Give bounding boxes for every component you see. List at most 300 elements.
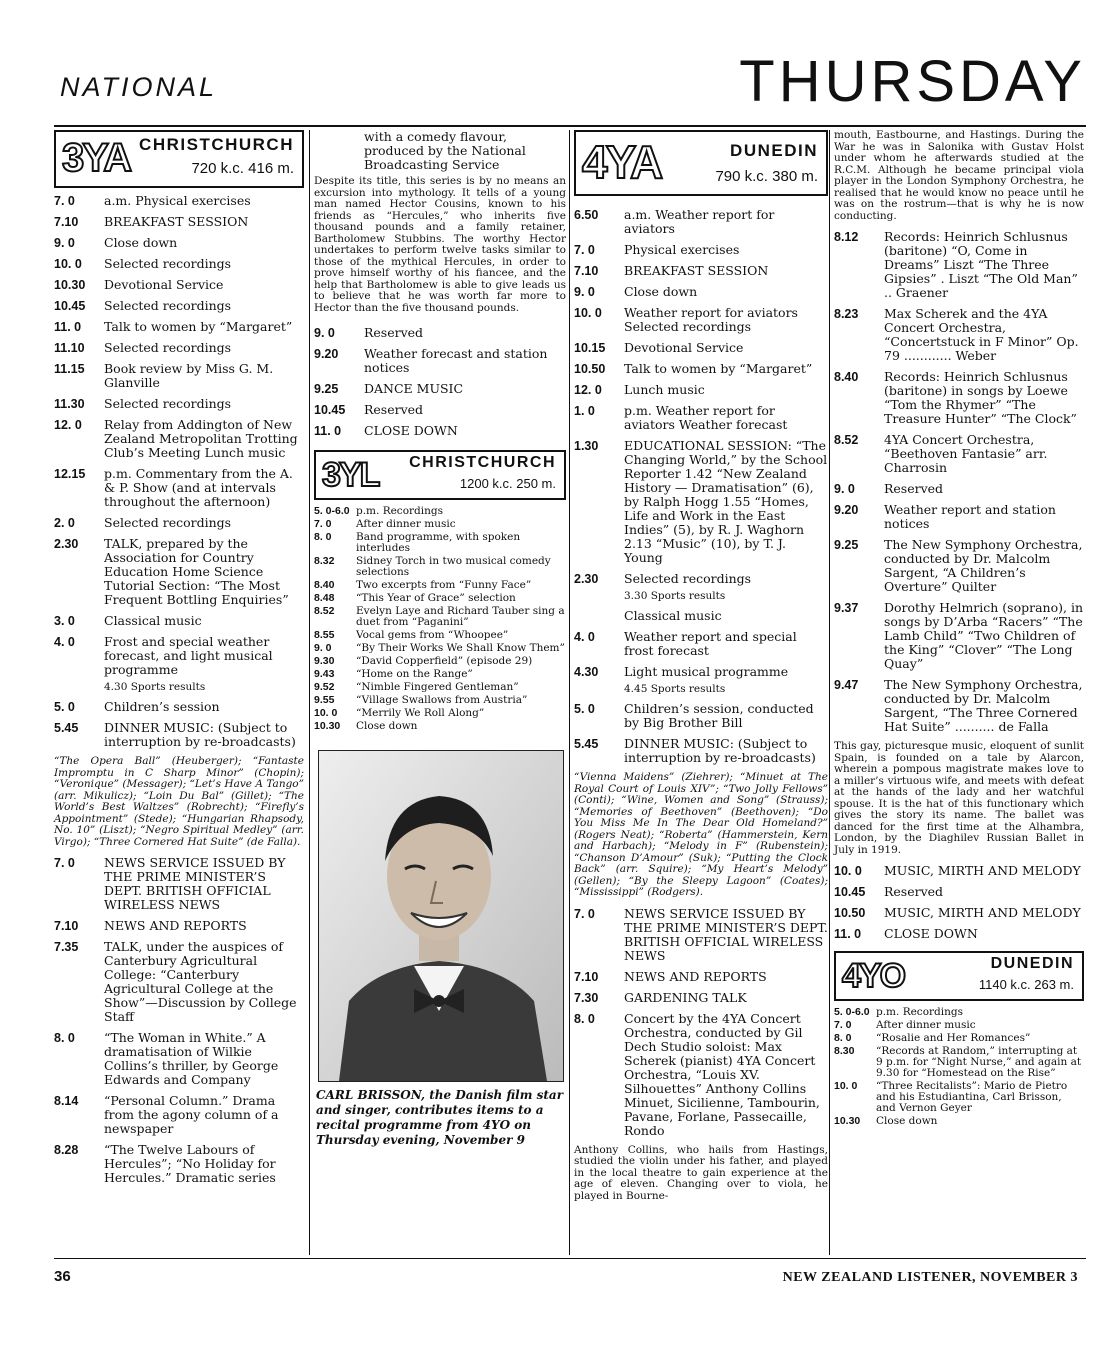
station-frequency: 1200 k.c. 250 m. <box>459 476 556 491</box>
programme-title: Band programme, with spoken interludes <box>356 531 521 554</box>
programme-item <box>314 593 566 604</box>
programme-item <box>834 601 1084 671</box>
programme-time: 9.30 <box>314 655 335 667</box>
column-divider <box>829 130 830 1255</box>
programme-title: “Records at Random,” interrupting at 9 p.m. for “Night Nurse,” and again at 9.30 for “Homestead on the Rise” <box>876 1045 1082 1079</box>
programme-item <box>574 991 828 1005</box>
bottom-rule <box>54 1258 1086 1259</box>
programme-item <box>314 656 566 667</box>
programme-title: Frost and special weather forecast, and light musical programme <box>104 634 273 677</box>
programme-time: 9.47 <box>834 678 859 692</box>
programme-item <box>54 236 304 250</box>
programme-time: 5. 0-6.0 <box>314 505 350 517</box>
programme-time: 9.43 <box>314 668 335 680</box>
programme-time: 8.52 <box>314 605 335 617</box>
programme-time: 8. 0 <box>54 1031 75 1045</box>
programme-item <box>314 708 566 719</box>
programme-item <box>54 362 304 390</box>
programme-title: MUSIC, MIRTH AND MELODY <box>884 863 1081 878</box>
programme-title: TALK, under the auspices of Canterbury Agricultural College: “Canterbury Agricultural College at the Show”—Discussion by College Staff <box>104 939 297 1024</box>
programme-title: NEWS SERVICE ISSUED BY THE PRIME MINISTER’S DEPT. BRITISH OFFICIAL WIRELESS NEWS <box>104 855 286 912</box>
programme-time: 4. 0 <box>54 635 75 649</box>
programme-item <box>314 532 566 554</box>
programme-title: Selected recordings <box>624 571 752 586</box>
programme-title: GARDENING TALK <box>624 989 747 1005</box>
classical-music: Classical music <box>624 608 722 623</box>
station-frequency: 790 k.c. 380 m. <box>715 168 818 185</box>
programme-item <box>314 403 566 417</box>
programme-title: BREAKFAST SESSION <box>624 263 769 278</box>
station-city: CHRISTCHURCH <box>409 454 556 471</box>
carl-brisson-photo <box>318 750 564 1082</box>
programme-time: 10.50 <box>574 362 606 376</box>
programme-item <box>574 306 828 334</box>
programme-title: “Nimble Fingered Gentleman” <box>356 681 519 693</box>
programme-title: Talk to women by “Margaret” <box>104 319 293 334</box>
station-box-4yo <box>834 951 1084 1001</box>
programme-title: The New Symphony Orchestra, conducted by Dr. Malcolm Sargent, “A Children’s Overture” Quilter <box>884 537 1083 594</box>
programme-item <box>834 678 1084 734</box>
programme-item <box>574 208 828 236</box>
programme-item <box>834 230 1084 300</box>
programme-item <box>574 243 828 257</box>
programme-time: 8. 0 <box>834 1032 852 1044</box>
programme-time: 8. 0 <box>574 1011 595 1026</box>
sports-results: 4.30 Sports results <box>104 681 206 693</box>
programme-item <box>54 940 304 1024</box>
programme-time: 8.40 <box>834 370 859 384</box>
column-3ya-cont <box>314 130 566 1148</box>
programme-time: 9.37 <box>834 601 859 615</box>
programme-title: TALK, prepared by the Association for Country Education Home Science Tutorial Section: “The Most Frequent Bottling Enquiries” <box>104 536 289 607</box>
programme-title: Selected recordings <box>104 515 232 530</box>
programme-title: The New Symphony Orchestra, conducted by Dr. Malcolm Sargent, “The Three Cornered Hat Suite” .......... de Falla <box>884 677 1083 734</box>
programme-item <box>314 519 566 530</box>
programme-item <box>834 1007 1084 1018</box>
programme-item <box>574 572 828 586</box>
programme-item <box>54 721 304 749</box>
programme-title: Selected recordings <box>104 298 232 313</box>
programme-item <box>54 1031 304 1087</box>
dinner-music-note: “Vienna Maidens” (Ziehrer); “Minuet at The Royal Court of Louis XIV”; “Two Jolly Fellows” (Conti); “Wine, Women and Song” (Strauss); “Memories of Beethoven” (Beethoven); “Do You Miss Me In The Dear Old Homeland?” (Rogers Neat); “Roberta” (Hammerstein, Kern and Harbach); “Melody in F” (Rubenstein); “Chanson D’Amour” (Suk); “Putting the Clock Back” (arr. Squire); “My Heart’s Melody” (Gellen); “By the Sleepy Lagoon” (Coates); “Mississippi” (Rodgers). <box>574 771 828 898</box>
programme-title: Talk to women by “Margaret” <box>624 361 813 376</box>
programme-title: Weather report for aviators Selected recordings <box>624 305 798 334</box>
programme-title: Vocal gems from “Whoopee” <box>356 629 509 641</box>
falla-note: This gay, picturesque music, eloquent of sunlit Spain, is founded on a tale by Alarcon, wherein a pompous magistrate makes love to a miller’s virtuous wife, and meets with defeat at the hands of the lady and her watchful spouse. It is the hat of this functionary which gives the story its name. The ballet was danced for the first time at the Alhambra, London, by the Diaghilev Russian Ballet in July in 1919. <box>834 740 1084 856</box>
programme-item <box>314 606 566 628</box>
programme-item <box>834 927 1084 941</box>
programme-title: DINNER MUSIC: (Subject to interruption by re-broadcasts) <box>104 720 296 749</box>
programme-item <box>834 307 1084 363</box>
programme-item <box>54 194 304 208</box>
programme-item <box>574 341 828 355</box>
programme-item <box>574 264 828 278</box>
programme-time: 9. 0 <box>54 236 75 250</box>
programme-time: 9. 0 <box>834 482 855 496</box>
programme-time: 9.25 <box>834 538 859 552</box>
station-frequency: 720 k.c. 416 m. <box>191 160 294 177</box>
column-3ya <box>54 130 304 1192</box>
page-number: 36 <box>54 1268 71 1285</box>
programme-title: Relay from Addington of New Zealand Metropolitan Trotting Club’s Meeting Lunch music <box>104 417 298 460</box>
programme-item <box>834 503 1084 531</box>
programme-item <box>54 1143 304 1185</box>
programme-title: DINNER MUSIC: (Subject to interruption by re-broadcasts) <box>624 736 816 765</box>
programme-time: 8.48 <box>314 592 335 604</box>
programme-title: Reserved <box>884 884 944 899</box>
programme-title: Reserved <box>364 402 424 417</box>
programme-time: 9.55 <box>314 694 335 706</box>
programme-time: 8.14 <box>54 1094 79 1108</box>
programme-time: 8.30 <box>834 1045 855 1057</box>
portrait-image <box>319 751 563 1081</box>
programme-time: 7. 0 <box>314 518 332 530</box>
programme-item <box>834 482 1084 496</box>
programme-title: Reserved <box>884 481 944 496</box>
top-rule <box>54 125 1086 127</box>
programme-title: Selected recordings <box>104 256 232 271</box>
programme-time: 10. 0 <box>574 306 602 320</box>
programme-title: Light musical programme <box>624 664 789 679</box>
programme-title: Weather report and station notices <box>884 502 1056 531</box>
station-city: DUNEDIN <box>730 141 818 160</box>
programme-item <box>574 907 828 963</box>
programme-time: 3. 0 <box>54 614 75 628</box>
programme-list <box>314 326 566 438</box>
programme-time: 8.55 <box>314 629 335 641</box>
programme-item <box>54 278 304 292</box>
programme-title: Records: Heinrich Schlusnus (baritone) in songs by Loewe “Tom the Rhymer” “The Treasure Hunter” “The Clock” <box>884 369 1077 426</box>
section-title: NATIONAL <box>60 72 218 102</box>
station-city: DUNEDIN <box>990 955 1074 972</box>
programme-time: 7. 0 <box>834 1019 852 1031</box>
programme-title: “The Woman in White.” A dramatisation of Wilkie Collins’s thriller, by George Edwards and Company <box>104 1030 279 1087</box>
programme-item <box>54 320 304 334</box>
programme-time: 1. 0 <box>574 404 595 418</box>
programme-item <box>574 970 828 984</box>
programme-item <box>314 382 566 396</box>
programme-item <box>574 383 828 397</box>
programme-time: 10. 0 <box>54 257 82 271</box>
programme-item <box>574 702 828 730</box>
programme-title: Close down <box>356 720 418 732</box>
programme-item <box>834 1081 1084 1114</box>
programme-title: Weather forecast and station notices <box>364 346 548 375</box>
programme-item <box>834 433 1084 475</box>
programme-time: 8.52 <box>834 433 859 447</box>
programme-title: p.m. Recordings <box>876 1006 963 1018</box>
programme-time: 9. 0 <box>314 642 332 654</box>
programme-title: 4YA Concert Orchestra, “Beethoven Fantasie” arr. Charrosin <box>884 432 1048 475</box>
programme-item <box>314 347 566 375</box>
programme-time: 7. 0 <box>574 906 595 921</box>
programme-item <box>574 630 828 658</box>
programme-time: 8. 0 <box>314 531 332 543</box>
sports-results: 4.45 Sports results <box>624 683 726 695</box>
programme-item <box>314 682 566 693</box>
station-call: 3YA <box>62 136 131 180</box>
programme-time: 8.12 <box>834 230 859 244</box>
programme-title: NEWS SERVICE ISSUED BY THE PRIME MINISTER’S DEPT. BRITISH OFFICIAL WIRELESS NEWS <box>624 905 828 963</box>
programme-time: 4.30 <box>574 665 599 679</box>
programme-list <box>574 208 828 586</box>
photo-caption: CARL BRISSON, the Danish film star and singer, contributes items to a recital programme from 4YO on Thursday evening, November 9 <box>316 1088 564 1147</box>
programme-title: Close down <box>876 1115 938 1127</box>
station-box-4ya <box>574 130 828 196</box>
programme-title: BREAKFAST SESSION <box>104 214 249 229</box>
programme-time: 5. 0 <box>54 700 75 714</box>
programme-item <box>574 665 828 679</box>
programme-time: 9.20 <box>314 347 339 361</box>
programme-title: Devotional Service <box>104 277 224 292</box>
station-frequency: 1140 k.c. 263 m. <box>978 977 1074 992</box>
programme-item <box>314 506 566 517</box>
programme-time: 7. 0 <box>54 856 75 870</box>
programme-item <box>314 630 566 641</box>
programme-time: 7.10 <box>54 919 79 933</box>
programme-time: 1.30 <box>574 439 599 453</box>
programme-title: “By Their Works We Shall Know Them” <box>356 642 565 654</box>
programme-item <box>54 467 304 509</box>
programme-item <box>54 856 304 912</box>
programme-title: Reserved <box>364 325 424 340</box>
programme-time: 7.10 <box>54 215 79 229</box>
programme-title: “The Twelve Labours of Hercules”; “No Holiday for Hercules.” Dramatic series <box>104 1142 276 1185</box>
programme-item <box>834 538 1084 594</box>
programme-item <box>834 906 1084 920</box>
programme-time: 11.10 <box>54 341 85 355</box>
programme-item <box>314 424 566 438</box>
programme-time: 10. 0 <box>314 707 338 719</box>
programme-title: Physical exercises <box>624 242 740 257</box>
programme-time: 8.28 <box>54 1143 79 1157</box>
programme-item <box>54 418 304 460</box>
programme-time: 4. 0 <box>574 630 595 644</box>
station-call: 4YA <box>582 136 662 188</box>
column-divider <box>309 130 310 1255</box>
programme-title: Children’s session, conducted by Big Brother Bill <box>624 701 814 730</box>
programme-time: 2.30 <box>54 537 79 551</box>
programme-time: 11. 0 <box>314 424 342 438</box>
programme-time: 10.30 <box>834 1115 861 1127</box>
programme-item <box>54 614 304 628</box>
programme-time: 5.45 <box>574 737 599 751</box>
dinner-music-note: “The Opera Ball” (Heuberger); “Fantaste Impromptu in C Sharp Minor” (Chopin); “Veronique” (Messager); “Let’s Have A Tango” (arr. Mikulicz); “Loin Du Bal” (Gillet); “The World’s Best Waltzes” (Robrecht); “Firefly’s Appointment” (Stede); “Hungarian Rhapsody, No. 10” (Liszt); “Negro Spiritual Medley” (arr. Virgo); “Three Cornered Hat Suite” (de Falla). <box>54 755 304 848</box>
programme-item <box>314 580 566 591</box>
programme-time: 10.45 <box>54 299 86 313</box>
programme-time: 10.50 <box>834 906 866 920</box>
programme-time: 6.50 <box>574 208 599 222</box>
hercules-note: Despite its title, this series is by no means an excursion into mythology. It tells of a young man named Hector Cousins, known to his friends as “Hercules,” who inherits five thousand pounds and a family retainer, Bartholomew Stubbins. The worthy Hector undertakes to perform twelve tasks similar to those of the mythical Hercules, in order to prove himself worthy of his fiancee, and the help that Bartholomew is able to give leads us to believe that he was worth far more to Hector than the five thousand pounds. <box>314 175 566 314</box>
programme-item <box>834 1033 1084 1044</box>
programme-title: Book review by Miss G. M. Glanville <box>104 361 274 390</box>
programme-title: p.m. Weather report for aviators Weather forecast <box>624 403 788 432</box>
programme-list <box>574 702 828 765</box>
programme-item <box>834 1046 1084 1079</box>
programme-item <box>54 537 304 607</box>
programme-time: 11.30 <box>54 397 85 411</box>
programme-time: 8.40 <box>314 579 335 591</box>
programme-time: 9.25 <box>314 382 339 396</box>
programme-title: Records: Heinrich Schlusnus (baritone) “O, Come in Dreams” Liszt “The Three Gipsies” . Liszt “The Old Man” .. Graener <box>884 229 1078 300</box>
programme-item <box>314 721 566 732</box>
programme-item <box>574 439 828 565</box>
programme-item <box>574 362 828 376</box>
programme-list <box>314 506 566 732</box>
programme-title: “David Copperfield” (episode 29) <box>356 655 533 667</box>
programme-title: Concert by the 4YA Concert Orchestra, conducted by Gil Dech Studio soloist: Max Scherek (pianist) 4YA Concert Orchestra, “Louis XV. Silhouettes” Anthony Collins Minuet, Sicilienne, Tambourin, Pavane, Forlane, Passecaille, Rondo <box>624 1010 820 1138</box>
collins-note: Anthony Collins, who hails from Hastings, studied the violin under his father, and played in the local theatre to gain experience at the age of eleven. Changing over to viola, he played in Bourne- <box>574 1143 828 1202</box>
programme-title: Sidney Torch in two musical comedy selections <box>356 555 551 578</box>
programme-title: Evelyn Laye and Richard Tauber sing a duet from “Paganini” <box>356 605 565 628</box>
programme-time: 12.15 <box>54 467 86 481</box>
station-box-3yl <box>314 450 566 500</box>
programme-title: p.m. Commentary from the A. & P. Show (and at intervals throughout the afternoon) <box>104 466 293 509</box>
programme-title: Max Scherek and the 4YA Concert Orchestra, “Concertstuck in F Minor” Op. 79 ............ Weber <box>884 306 1079 363</box>
programme-title: p.m. Recordings <box>356 505 443 517</box>
station-call: 3YL <box>322 456 379 494</box>
programme-list <box>54 700 304 749</box>
programme-item <box>54 635 304 677</box>
programme-title: “Home on the Range” <box>356 668 473 680</box>
programme-title: a.m. Physical exercises <box>104 193 251 208</box>
programme-title: NEWS AND REPORTS <box>624 968 767 984</box>
programme-time: 11.15 <box>54 362 85 376</box>
programme-time: 5.45 <box>54 721 79 735</box>
programme-title: After dinner music <box>356 518 456 530</box>
continuation-text: with a comedy flavour, produced by the National Broadcasting Service <box>364 129 526 172</box>
programme-time: 10.15 <box>574 341 606 355</box>
programme-title: NEWS AND REPORTS <box>104 918 247 933</box>
programme-item <box>834 864 1084 878</box>
programme-title: Selected recordings <box>104 396 232 411</box>
programme-title: DANCE MUSIC <box>364 381 464 396</box>
programme-title: After dinner music <box>876 1019 976 1031</box>
station-box-3ya <box>54 130 304 188</box>
programme-list <box>834 230 1084 734</box>
programme-time: 7.35 <box>54 940 79 954</box>
programme-item <box>54 299 304 313</box>
programme-item <box>834 885 1084 899</box>
programme-item <box>314 669 566 680</box>
programme-item <box>574 1012 828 1138</box>
programme-title: Close down <box>624 284 698 299</box>
programme-list <box>834 864 1084 941</box>
programme-list <box>54 194 304 677</box>
collins-note-cont: mouth, Eastbourne, and Hastings. During the War he was in Salonika with Gustav Holst under whom he afterwards studied at the R.C.M. Although he became principal viola player in the London Symphony Orchestra, he realised that he would know no peace until he was on the rostrum—that is why he is now conducting. <box>834 129 1084 222</box>
programme-title: Close down <box>104 235 178 250</box>
programme-title: CLOSE DOWN <box>364 423 458 438</box>
programme-item <box>834 370 1084 426</box>
programme-title: Selected recordings <box>104 340 232 355</box>
station-city: CHRISTCHURCH <box>139 135 294 154</box>
programme-time: 10.30 <box>54 278 86 292</box>
programme-item <box>54 1094 304 1136</box>
programme-item <box>54 215 304 229</box>
programme-time: 9. 0 <box>314 326 335 340</box>
programme-time: 2.30 <box>574 572 599 586</box>
column-4ya <box>574 130 828 1210</box>
programme-title: “Personal Column.” Drama from the agony column of a newspaper <box>104 1093 279 1136</box>
programme-time: 8.32 <box>314 555 335 567</box>
column-4ya-cont <box>834 130 1084 1129</box>
programme-time: 8.23 <box>834 307 859 321</box>
programme-list <box>834 1007 1084 1127</box>
programme-list <box>574 630 828 679</box>
programme-title: “Village Swallows from Austria” <box>356 694 528 706</box>
programme-item <box>314 643 566 654</box>
programme-title: Weather report and special frost forecast <box>624 629 797 658</box>
programme-title: “This Year of Grace” selection <box>356 592 516 604</box>
programme-item <box>834 1020 1084 1031</box>
day-title: THURSDAY <box>739 49 1086 114</box>
programme-title: Classical music <box>104 613 202 628</box>
programme-time: 11. 0 <box>834 927 862 941</box>
programme-time: 10. 0 <box>834 864 862 878</box>
programme-item <box>54 700 304 714</box>
programme-time: 7.30 <box>574 990 599 1005</box>
programme-time: 10. 0 <box>834 1080 858 1092</box>
programme-title: CLOSE DOWN <box>884 926 978 941</box>
programme-time: 2. 0 <box>54 516 75 530</box>
programme-time: 7. 0 <box>54 194 75 208</box>
programme-time: 10.30 <box>314 720 341 732</box>
programme-time: 9. 0 <box>574 285 595 299</box>
programme-title: Two excerpts from “Funny Face” <box>356 579 532 591</box>
programme-item <box>834 1116 1084 1127</box>
programme-title: Dorothy Helmrich (soprano), in songs by D’Arba “Racers” “The Lamb Child” “Two Children of the King” “Clover” “The Long Quay” <box>884 600 1083 671</box>
programme-time: 5. 0-6.0 <box>834 1006 870 1018</box>
programme-title: “Rosalie and Her Romances” <box>876 1032 1031 1044</box>
programme-title: a.m. Weather report for aviators <box>624 207 775 236</box>
programme-time: 7.10 <box>574 264 599 278</box>
programme-time: 9.20 <box>834 503 859 517</box>
publication-footer: NEW ZEALAND LISTENER, NOVEMBER 3 <box>782 1270 1078 1285</box>
programme-time: 7. 0 <box>574 243 595 257</box>
programme-item <box>54 397 304 411</box>
sports-results: 3.30 Sports results <box>624 590 726 602</box>
programme-item <box>574 285 828 299</box>
programme-time: 10.45 <box>314 403 346 417</box>
programme-title: Children’s session <box>104 699 220 714</box>
programme-item <box>574 404 828 432</box>
programme-list <box>574 907 828 1138</box>
programme-title: EDUCATIONAL SESSION: “The Changing World,” by the School Reporter 1.42 “New Zealand History — Dramatisation” (6), by Ralph Hogg 1.55 “Homes, Life and Work in the East Indies” (5), by R. J. Waghorn 2.13 “Music” (10), by T. J. Young <box>624 438 828 565</box>
programme-item <box>54 919 304 933</box>
programme-title: “Three Recitalists”: Mario de Pietro and his Estudiantina, Carl Brisson, and Vernon Geyer <box>876 1080 1068 1114</box>
programme-list <box>54 856 304 1185</box>
programme-item <box>314 695 566 706</box>
programme-time: 11. 0 <box>54 320 82 334</box>
programme-time: 5. 0 <box>574 702 595 716</box>
programme-item <box>54 341 304 355</box>
programme-title: “Merrily We Roll Along” <box>356 707 485 719</box>
programme-title: MUSIC, MIRTH AND MELODY <box>884 905 1081 920</box>
programme-item <box>54 516 304 530</box>
programme-item <box>314 556 566 578</box>
column-divider <box>569 130 570 1255</box>
programme-item <box>574 737 828 765</box>
programme-time: 12. 0 <box>54 418 82 432</box>
programme-time: 9.52 <box>314 681 335 693</box>
station-call: 4YO <box>842 957 905 995</box>
programme-time: 12. 0 <box>574 383 602 397</box>
programme-item <box>54 257 304 271</box>
programme-title: Lunch music <box>624 382 705 397</box>
programme-time: 10.45 <box>834 885 866 899</box>
programme-time: 7.10 <box>574 969 599 984</box>
programme-title: Devotional Service <box>624 340 744 355</box>
